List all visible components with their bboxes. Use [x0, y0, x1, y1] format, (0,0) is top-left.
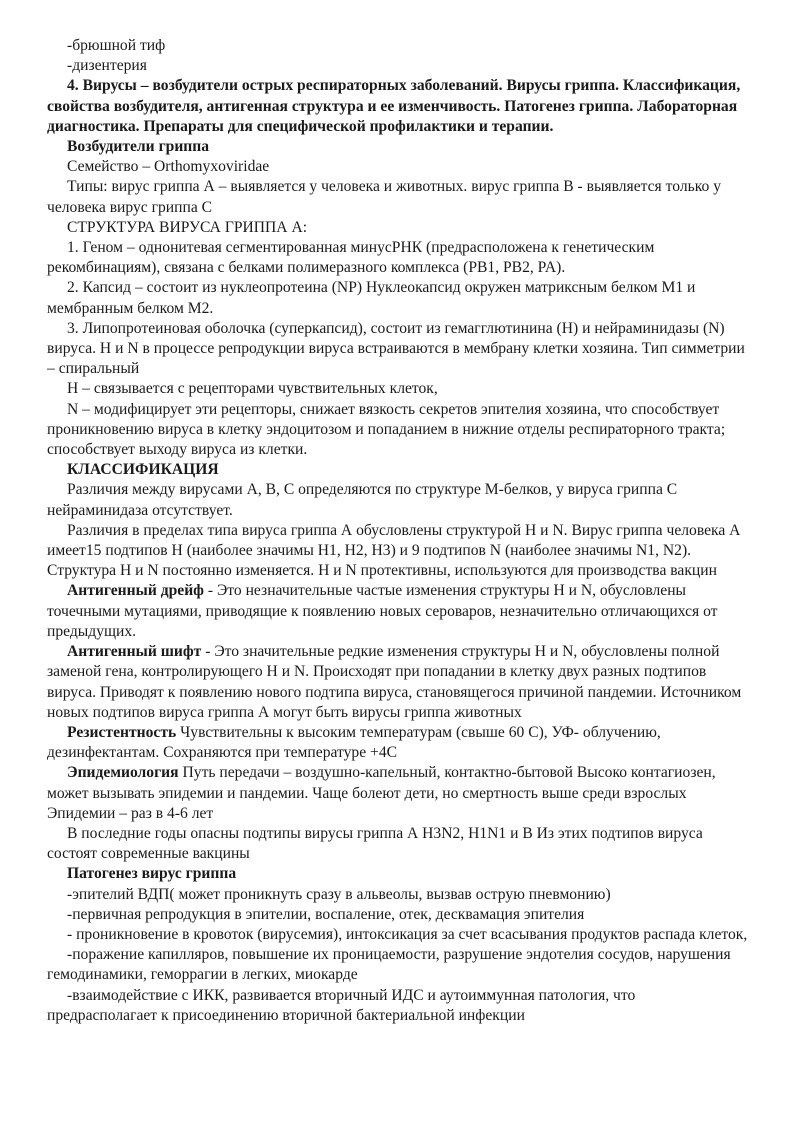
structure-item-genome: 1. Геном – однонитевая сегментированная минусРНК (предрасположена к генетическим рекомбинациям), связана с белками полимеразного комплекса (PB1, PB2, PA). — [47, 239, 655, 277]
epidemiology-text: Путь передачи – воздушно-капельный, контактно-бытовой Высоко контагиозен, может вызывать эпидемии и пандемии. Чаще болеют дети, но смертность выше среди взрослых Эпидемии – раз в 4-6 лет — [47, 764, 716, 822]
structure-item-capsid: 2. Капсид – состоит из нуклеопротеина (NP) Нуклеокапсид окружен матриксным белком М1 и мембранным белком М2. — [47, 279, 696, 317]
pathogenesis-item-1: -эпителий ВДП( может проникнуть сразу в альвеолы, вызвав острую пневмонию) — [67, 885, 611, 903]
resistance-paragraph — [47, 723, 748, 763]
pathogenesis-item-2: -первичная репродукция в эпителии, воспаление, отек, десквамация эпителия — [67, 905, 585, 923]
section-heading-4: 4. Вирусы – возбудители острых респираторных заболеваний. Вирусы гриппа. Классификация, свойства возбудителя, антигенная структура и ее изменчивость. Патогенез гриппа. Лабораторная диагностика. Препараты для специфической профилактики и терапии. — [47, 77, 741, 135]
list-item-dysentery: -дизентерия — [67, 57, 147, 75]
structure-item-envelope: 3. Липопротеиновая оболочка (суперкапсид), состоит из гемагглютинина (Н) и нейраминидазы (N) вируса. Н и N в процессе репродукции вируса встраиваются в мембрану клетки хозяина. Тип симметрии – спиральный — [47, 319, 745, 378]
structure-heading: СТРУКТУРА ВИРУСА ГРИППА А: — [67, 218, 308, 236]
epidemiology-paragraph — [47, 763, 748, 824]
agents-heading: Возбудители гриппа — [67, 138, 210, 156]
antigenic-shift-paragraph — [47, 642, 748, 723]
hemagglutinin-paragraph: Н – связывается с рецепторами чувствительных клеток, — [67, 380, 438, 398]
antigenic-drift-text: - Это незначительные частые изменения структуры Н и N, обусловлены точечными мутациями, приводящие к появлению новых сероваров, незначительно отличающихся от предыдущих. — [47, 582, 718, 640]
family-line: Семейство – Orthomyxoviridae — [67, 158, 270, 176]
pathogenesis-heading: Патогенез вирус гриппа — [67, 865, 237, 883]
pathogenesis-item-3: - проникновение в кровоток (вирусемия), интоксикация за счет всасывания продуктов распада клеток, — [67, 925, 748, 943]
epidemiology-label: Эпидемиология — [67, 764, 179, 782]
antigenic-shift-label: Антигенный шифт — [67, 643, 202, 661]
classification-paragraph-1: Различия между вирусами А, В, С определяются по структуре М-белков, у вируса гриппа С нейраминидаза отсутствует. — [47, 481, 678, 519]
antigenic-shift-text: - Это значительные редкие изменения структуры Н и N, обусловлены полной заменой гена, контролирующего Н и N. Происходят при попадании в клетку двух разных подтипов вируса. Приводят к появлению нового подтипа вируса, становящегося причиной пандемии. Источником новых подтипов вируса гриппа А могут быть вирусы гриппа животных — [47, 643, 742, 721]
antigenic-drift-paragraph — [47, 581, 748, 642]
pathogenesis-item-5: -взаимодействие с ИКК, развивается вторичный ИДС и аутоиммунная патология, что предрасполагает к присоединению вторичной бактериальной инфекции — [47, 986, 636, 1024]
recent-subtypes-paragraph: В последние годы опасны подтипы вирусы гриппа А H3N2, H1N1 и В Из этих подтипов вируса состоят современные вакцины — [47, 824, 703, 863]
classification-paragraph-2: Различия в пределах типа вируса гриппа А обусловлены структурой Н и N. Вирус гриппа человека А имеет15 подтипов Н (наиболее значимы Н1, Н2, Н3) и 9 подтипов N (наиболее значимы N1, N2). Структура Н и N постоянно изменяется. Н и N протективны, используются для производства вакцин — [47, 521, 741, 580]
resistance-text: Чувствительны к высоким температурам (свыше 60 С), УФ- облучению, дезинфектантам. Сохраняются при температуре +4С — [47, 723, 661, 762]
antigenic-drift-label: Антигенный дрейф — [67, 582, 204, 600]
classification-heading: КЛАССИФИКАЦИЯ — [67, 461, 219, 479]
pathogenesis-item-4: -поражение капилляров, повышение их проницаемости, разрушение эндотелия сосудов, нарушения гемодинамики, геморрагии в легких, миокарде — [47, 946, 731, 984]
resistance-label: Резистентность — [67, 723, 177, 741]
types-paragraph: Типы: вирус гриппа А – выявляется у человека и животных. вирус гриппа В - выявляется только у человека вирус гриппа С — [47, 178, 721, 216]
neuraminidase-paragraph: N – модифицирует эти рецепторы, снижает вязкость секретов эпителия хозяина, что способствует проникновению вируса в клетку эндоцитозом и попаданием в нижние отделы респираторного тракта; способствует выходу вируса из клетки. — [47, 400, 726, 459]
list-item-typhoid: -брюшной тиф — [67, 37, 166, 54]
